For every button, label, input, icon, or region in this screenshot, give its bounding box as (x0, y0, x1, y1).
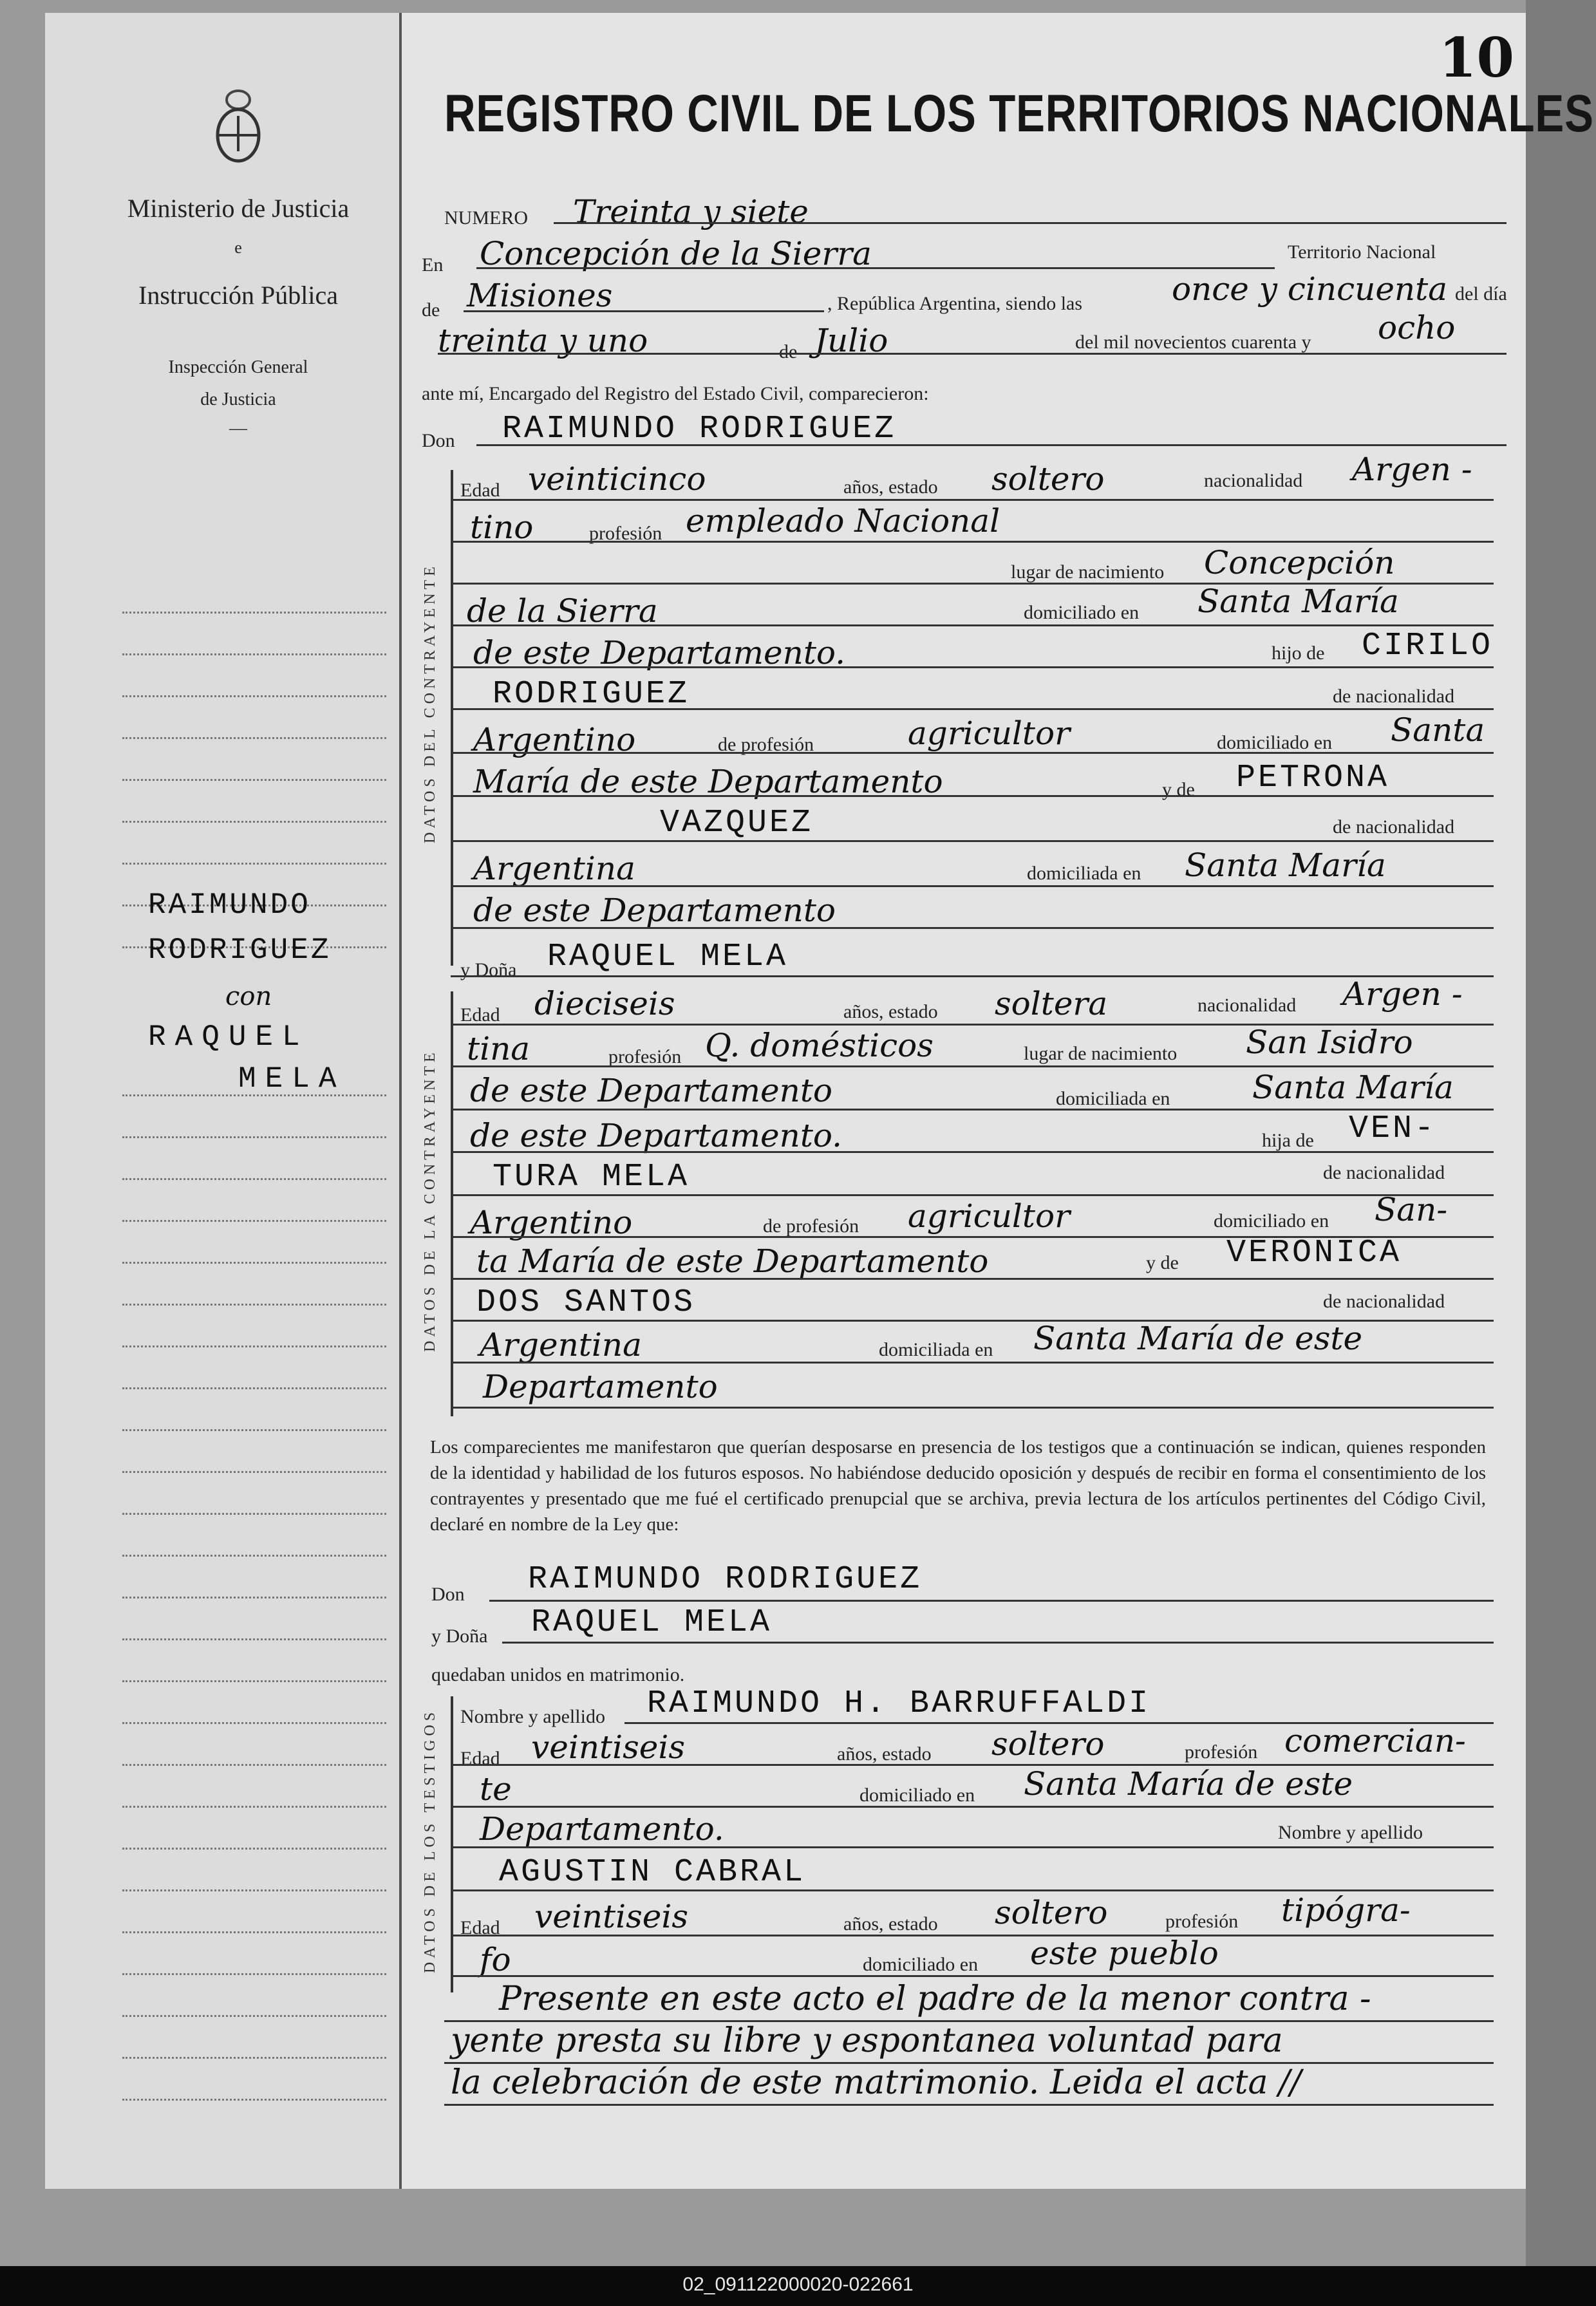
label: años, estado (843, 1001, 938, 1022)
y-dona-label-2: y Doña (431, 1626, 488, 1647)
form-line (451, 1109, 1494, 1111)
section-bracket (451, 470, 453, 966)
margin-dotted-line (122, 2057, 386, 2059)
mes-value: Julio (814, 322, 888, 359)
padre-dom-value: Santa (1391, 711, 1485, 749)
margin-dotted-line (122, 2099, 386, 2101)
form-line (451, 1806, 1494, 1808)
margin-dotted-line (122, 1638, 386, 1640)
form-line (502, 1642, 1494, 1644)
nac-value-f: Argen - (1342, 975, 1463, 1013)
label: domiciliada en (1056, 1088, 1170, 1109)
form-line (451, 795, 1494, 797)
madre-value-f: VERONICA (1226, 1235, 1402, 1271)
margin-dotted-line (122, 1555, 386, 1557)
territorio-value: Misiones (467, 277, 613, 314)
don-label: Don (422, 430, 455, 451)
testigo1-edad: veintiseis (531, 1729, 686, 1766)
nac-value-2: tino (470, 509, 534, 546)
testigo1-nombre: RAIMUNDO H. BARRUFFALDI (647, 1685, 1151, 1722)
form-line (476, 444, 1507, 446)
margin-dotted-line (122, 1471, 386, 1473)
form-line (451, 1935, 1494, 1936)
label: domiciliado en (859, 1785, 975, 1806)
testigo2-dom: este pueblo (1030, 1935, 1219, 1972)
madre-value: PETRONA (1236, 760, 1390, 796)
territorio-label: Territorio Nacional (1288, 241, 1436, 263)
anio-label: del mil novecientos cuarenta y (1075, 332, 1311, 353)
label: Edad (460, 480, 500, 501)
profesion-value-f: Q. domésticos (705, 1027, 934, 1064)
form-line (451, 1151, 1494, 1153)
dona-value: RAQUEL MELA (547, 939, 789, 975)
madre-dom-value-2: de este Departamento (473, 892, 836, 929)
en-label: En (422, 254, 444, 276)
de-label: de (422, 299, 440, 321)
form-line (464, 310, 824, 312)
testigo1-estado: soltero (991, 1725, 1105, 1763)
testigo2-prof: tipógra- (1281, 1891, 1411, 1929)
label: profesión (589, 523, 662, 544)
margin-note-line: RODRIGUEZ (148, 933, 332, 967)
form-line (451, 1846, 1494, 1848)
margin-dotted-line (122, 1345, 386, 1347)
margin-dotted-line (122, 1680, 386, 1682)
margin-dotted-line (122, 1597, 386, 1598)
dom-value-f: Santa María (1252, 1069, 1454, 1106)
label: domiciliado en (1024, 602, 1140, 623)
label: profesión (1185, 1741, 1258, 1763)
padre-nac-value: Argentino (473, 721, 636, 758)
padre-dom-value-f: San- (1375, 1191, 1448, 1228)
section-label-testigos: DATOS DE LOS TESTIGOS (422, 1708, 438, 1973)
label: domiciliado en (1214, 1210, 1329, 1232)
footer-bar (0, 2266, 1596, 2306)
testigo1-dom: Santa María de este (1024, 1765, 1353, 1803)
dom-value-2: de este Departamento. (473, 634, 846, 671)
label: hijo de (1272, 642, 1325, 664)
label: domiciliada en (879, 1339, 993, 1360)
ante-label: ante mí, Encargado del Registro del Estado Civil, comparecieron: (422, 383, 929, 404)
testigo1-prof: comercian- (1284, 1722, 1466, 1759)
nac-value-f-2: tina (467, 1030, 530, 1067)
padre-dom-value-f-2: ta María de este Departamento (476, 1242, 989, 1280)
lugar-value: Concepción (1204, 544, 1395, 581)
testigo1-prof-2: te (480, 1770, 512, 1808)
unidos-text: quedaban unidos en matrimonio. (431, 1664, 685, 1685)
label: Edad (460, 1748, 500, 1769)
dia-value: treinta y uno (438, 322, 648, 359)
dom-value: Santa María (1197, 583, 1399, 620)
label: domiciliado en (1217, 732, 1333, 753)
margin-dotted-line (122, 1931, 386, 1933)
label: profesión (608, 1046, 682, 1067)
form-line (451, 666, 1494, 668)
margin-dotted-line (122, 779, 386, 781)
form-line (451, 624, 1494, 626)
padre-dom-value-2: María de este Departamento (473, 763, 943, 800)
don-value: RAIMUNDO RODRIGUEZ (502, 411, 897, 447)
label: y de (1162, 779, 1195, 800)
edad-value: veinticinco (528, 460, 706, 498)
ministry-e: e (234, 238, 242, 257)
label: de nacionalidad (1333, 816, 1455, 838)
margin-dotted-line (122, 1764, 386, 1766)
testigo2-nombre: AGUSTIN CABRAL (499, 1854, 806, 1891)
label: nacionalidad (1204, 470, 1303, 491)
margin-dotted-line (122, 1136, 386, 1138)
margin-note-line: RAIMUNDO (148, 888, 311, 922)
label: de nacionalidad (1323, 1162, 1445, 1183)
margin-dotted-line (122, 1848, 386, 1850)
dona-value-2: RAQUEL MELA (531, 1604, 773, 1641)
margin-dotted-line (122, 2015, 386, 2017)
label: lugar de nacimiento (1011, 561, 1165, 583)
margin-dotted-line (122, 737, 386, 739)
form-line (476, 267, 1275, 269)
republica-label: , República Argentina, siendo las (827, 293, 1083, 314)
document-id: 02_091122000020-022661 (682, 2274, 914, 2295)
padre-nac-value-f: Argentino (470, 1204, 633, 1241)
label: años, estado (843, 476, 938, 498)
anio-value: ocho (1378, 309, 1456, 346)
form-line (451, 840, 1494, 842)
margin-dotted-line (122, 1513, 386, 1515)
note-line: yente presta su libre y espontanea voluntad para (451, 2021, 1283, 2060)
dom-value-f-2: de este Departamento. (470, 1117, 843, 1154)
page-number: 10 (1439, 26, 1514, 89)
form-line (554, 222, 1507, 224)
inspection-line-1: Inspección General (168, 357, 308, 377)
form-line (451, 541, 1494, 543)
label: de profesión (763, 1215, 859, 1237)
padre-value-f-2: TURA MELA (493, 1159, 690, 1195)
label: Edad (460, 1004, 500, 1026)
margin-dotted-line (122, 612, 386, 614)
padre-prof-value: agricultor (908, 715, 1071, 752)
form-line (451, 1065, 1494, 1067)
nac-value: Argen - (1352, 451, 1472, 488)
form-line (438, 353, 1507, 355)
form-line (451, 752, 1494, 754)
section-label-contrayente: DATOS DEL CONTRAYENTE (422, 563, 438, 843)
form-line (444, 2104, 1494, 2106)
madre-value-f-2: DOS SANTOS (476, 1284, 696, 1321)
label: de profesión (718, 734, 814, 755)
margin-dotted-line (122, 863, 386, 865)
margin-dotted-line (122, 1973, 386, 1975)
lugar-value-2: de la Sierra (467, 592, 658, 630)
note-line: Presente en este acto el padre de la menor contra - (499, 1980, 1371, 2018)
form-line (489, 1600, 1494, 1602)
section-label-contrayente-f: DATOS DE LA CONTRAYENTE (422, 1049, 438, 1352)
testigo1-dom-2: Departamento. (480, 1810, 724, 1848)
madre-nac-value: Argentina (473, 850, 635, 887)
label: domiciliado en (863, 1954, 979, 1975)
label: Edad (460, 1917, 500, 1938)
del-dia-label: del día (1455, 283, 1507, 305)
inspection-dash: — (229, 418, 247, 438)
coat-of-arms-icon (212, 87, 264, 164)
madre-nac-value-f: Argentina (480, 1326, 642, 1364)
margin-dotted-line (122, 695, 386, 697)
label: de nacionalidad (1333, 686, 1455, 707)
margin-dotted-line (122, 1262, 386, 1264)
form-line (451, 1278, 1494, 1280)
margin-dotted-line (122, 821, 386, 823)
inspection-line-2: de Justicia (200, 389, 276, 409)
margin-dotted-line (122, 1304, 386, 1306)
de-label-2: de (779, 341, 798, 362)
margin-dotted-line (122, 1387, 386, 1389)
label: domiciliada en (1027, 863, 1141, 884)
label: años, estado (843, 1913, 938, 1935)
madre-dom-value-f: Santa María de este (1033, 1320, 1363, 1357)
register-title: REGISTRO CIVIL DE LOS TERRITORIOS NACIONALES (444, 84, 1594, 143)
don-value-2: RAIMUNDO RODRIGUEZ (528, 1561, 923, 1598)
edad-value-f: dieciseis (534, 985, 675, 1022)
estado-value: soltero (991, 460, 1105, 498)
label: profesión (1165, 1911, 1239, 1932)
padre-value-2: RODRIGUEZ (493, 676, 690, 713)
testigo2-edad: veintiseis (534, 1898, 689, 1935)
testigo2-estado: soltero (995, 1894, 1108, 1931)
madre-value-2: VAZQUEZ (660, 805, 814, 841)
left-margin-page (45, 13, 406, 2189)
note-line: la celebración de este matrimonio. Leida el acta // (451, 2063, 1302, 2102)
margin-dotted-line (122, 1889, 386, 1891)
label: lugar de nacimiento (1024, 1043, 1178, 1064)
margin-note-line: MELA (238, 1062, 346, 1096)
margin-note-line: RAQUEL (148, 1020, 309, 1054)
form-line (451, 927, 1494, 929)
form-line (451, 1194, 1494, 1196)
binding-edge (1526, 0, 1596, 2266)
label: años, estado (837, 1743, 932, 1765)
don-label-2: Don (431, 1584, 465, 1605)
margin-dotted-line (122, 1429, 386, 1431)
margin-dotted-line (122, 1806, 386, 1808)
form-line (451, 1975, 1494, 1977)
lugar-value-f: San Isidro (1246, 1024, 1413, 1061)
section-bracket (451, 1696, 453, 1992)
numero-label: NUMERO (444, 207, 529, 229)
label: Nombre y apellido (460, 1706, 605, 1727)
madre-dom-value-f-2: Departamento (483, 1368, 718, 1405)
label: nacionalidad (1197, 995, 1297, 1016)
hora-value: once y cincuenta (1172, 270, 1448, 308)
declaration-paragraph: Los comparecientes me manifestaron que querían desposarse en presencia de los testigos que a continuación se indican, quienes responden de la identidad y habilidad de los futuros esposos. No habiéndose deducido oposición y después de recibir en forma el consentimiento de los contrayentes y presentado que me fué el certificado prenupcial que se archiva, previa lectura de los artículos pertinentes del Código Civil, declaré en nombre de la Ley que: (430, 1437, 1486, 1535)
madre-dom-value: Santa María (1185, 847, 1386, 884)
margin-dotted-line (122, 653, 386, 655)
padre-value: CIRILO (1362, 628, 1494, 664)
label: Nombre y apellido (1278, 1822, 1423, 1843)
form-line (451, 1407, 1494, 1409)
padre-value-f: VEN- (1349, 1111, 1437, 1147)
profesion-value: empleado Nacional (686, 502, 1000, 539)
form-line (451, 708, 1494, 710)
lugar-value-f-2: de este Departamento (470, 1072, 833, 1109)
numero-value: Treinta y siete (573, 193, 809, 230)
label: y de (1146, 1252, 1179, 1273)
form-line (451, 885, 1494, 887)
y-dona-label: y Doña (460, 959, 517, 980)
margin-dotted-line (122, 1722, 386, 1724)
padre-prof-value-f: agricultor (908, 1197, 1071, 1235)
testigo2-prof-2: fo (480, 1941, 511, 1978)
margin-dotted-line (122, 1220, 386, 1222)
section-bracket (451, 991, 453, 1416)
form-line (451, 975, 1494, 977)
ministry-title-2: Instrucción Pública (138, 281, 338, 310)
form-line (451, 499, 1494, 501)
label: de nacionalidad (1323, 1291, 1445, 1312)
label: hija de (1262, 1130, 1314, 1151)
form-line (451, 1362, 1494, 1364)
margin-note-line: con (225, 982, 272, 1011)
estado-value-f: soltera (995, 985, 1108, 1022)
ministry-title-1: Ministerio de Justicia (127, 194, 350, 223)
en-value: Concepción de la Sierra (480, 235, 872, 272)
margin-dotted-line (122, 1178, 386, 1180)
